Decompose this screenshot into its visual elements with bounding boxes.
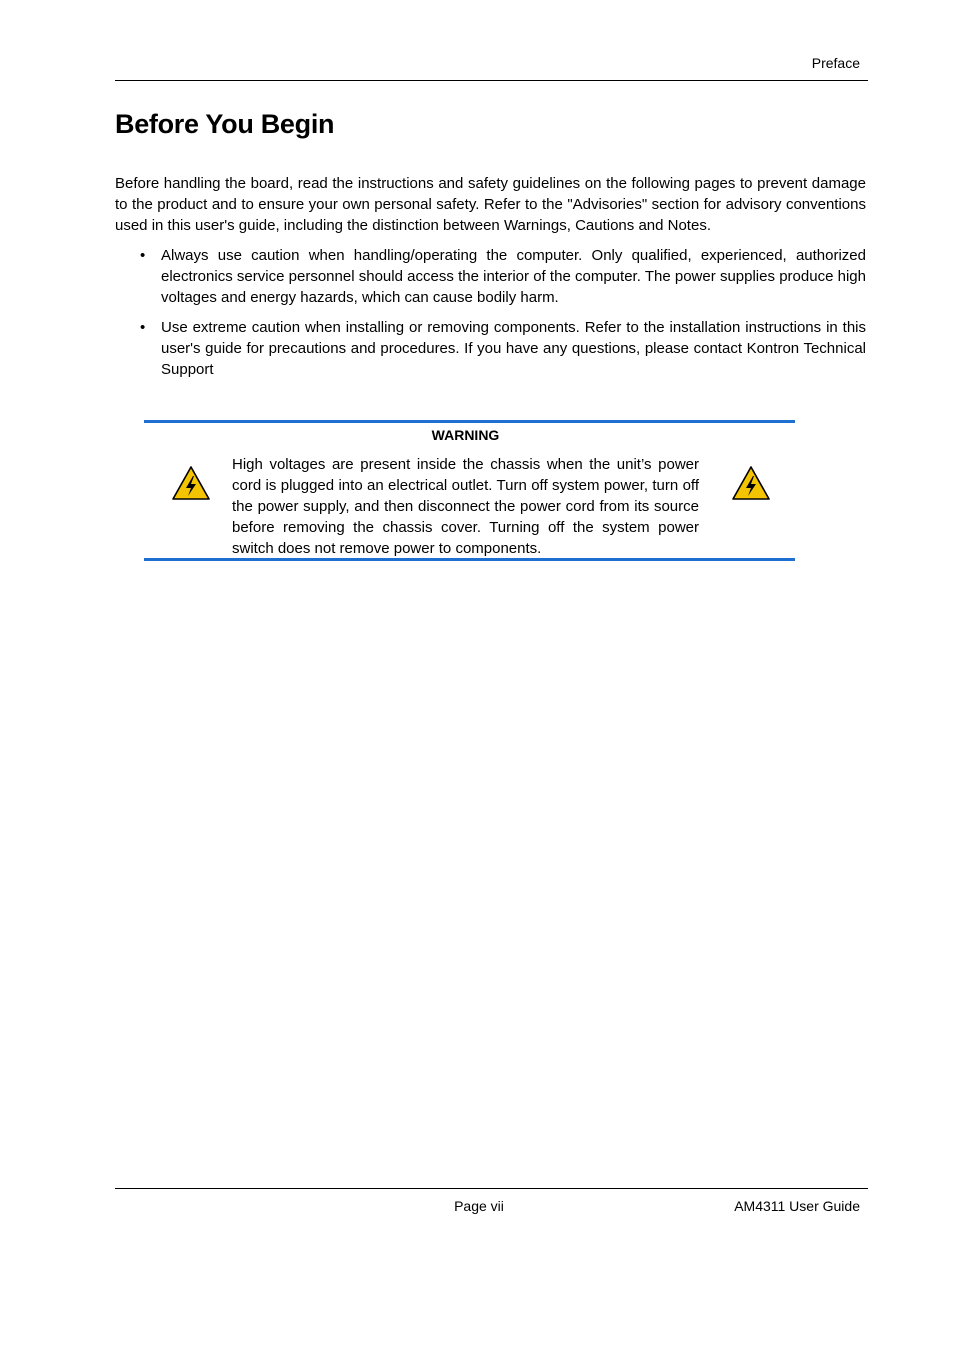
electrical-hazard-icon	[731, 465, 771, 501]
bullet-text: Use extreme caution when installing or removing components. Refer to the installation instructions in this user's guide for precautions and procedures. If you have any questions, please contact Kontron Technical Support	[161, 319, 866, 378]
warning-text: High voltages are present inside the chassis when the unit’s power cord is plugged into an electrical outlet. Turn off system power, turn off the power supply, and then disconnect the power cord from its source before removing the chassis cover. Turning off the system power switch does not remove power to components.	[232, 456, 699, 557]
bullet-text: Always use caution when handling/operating the computer. Only qualified, experienced, authorized electronics service personnel should access the interior of the computer. The power supplies produce high voltages and energy hazards, which can cause bodily harm.	[161, 247, 866, 306]
footer-divider	[115, 1188, 868, 1189]
page-number: Page vii	[454, 1198, 504, 1214]
safety-bullet-list	[115, 245, 866, 389]
intro-paragraph: Before handling the board, read the instructions and safety guidelines on the following pages to prevent damage to the product and to ensure your own personal safety. Refer to the "Advisories" section for advisory conventions used in this user's guide, including the distinction between Warnings, Cautions and Notes.	[115, 175, 866, 234]
warning-title: WARNING	[431, 427, 500, 443]
header-divider	[115, 80, 868, 81]
warning-box	[144, 420, 795, 561]
bullet-mark: •	[140, 247, 146, 264]
page-title: Before You Begin	[115, 109, 335, 139]
header-section-label: Preface	[811, 55, 860, 71]
electrical-hazard-icon	[171, 465, 211, 501]
bullet-item-components	[115, 317, 866, 380]
bullet-item-handling	[115, 245, 866, 308]
bullet-mark: •	[140, 319, 146, 336]
document-title: AM4311 User Guide	[734, 1198, 860, 1214]
